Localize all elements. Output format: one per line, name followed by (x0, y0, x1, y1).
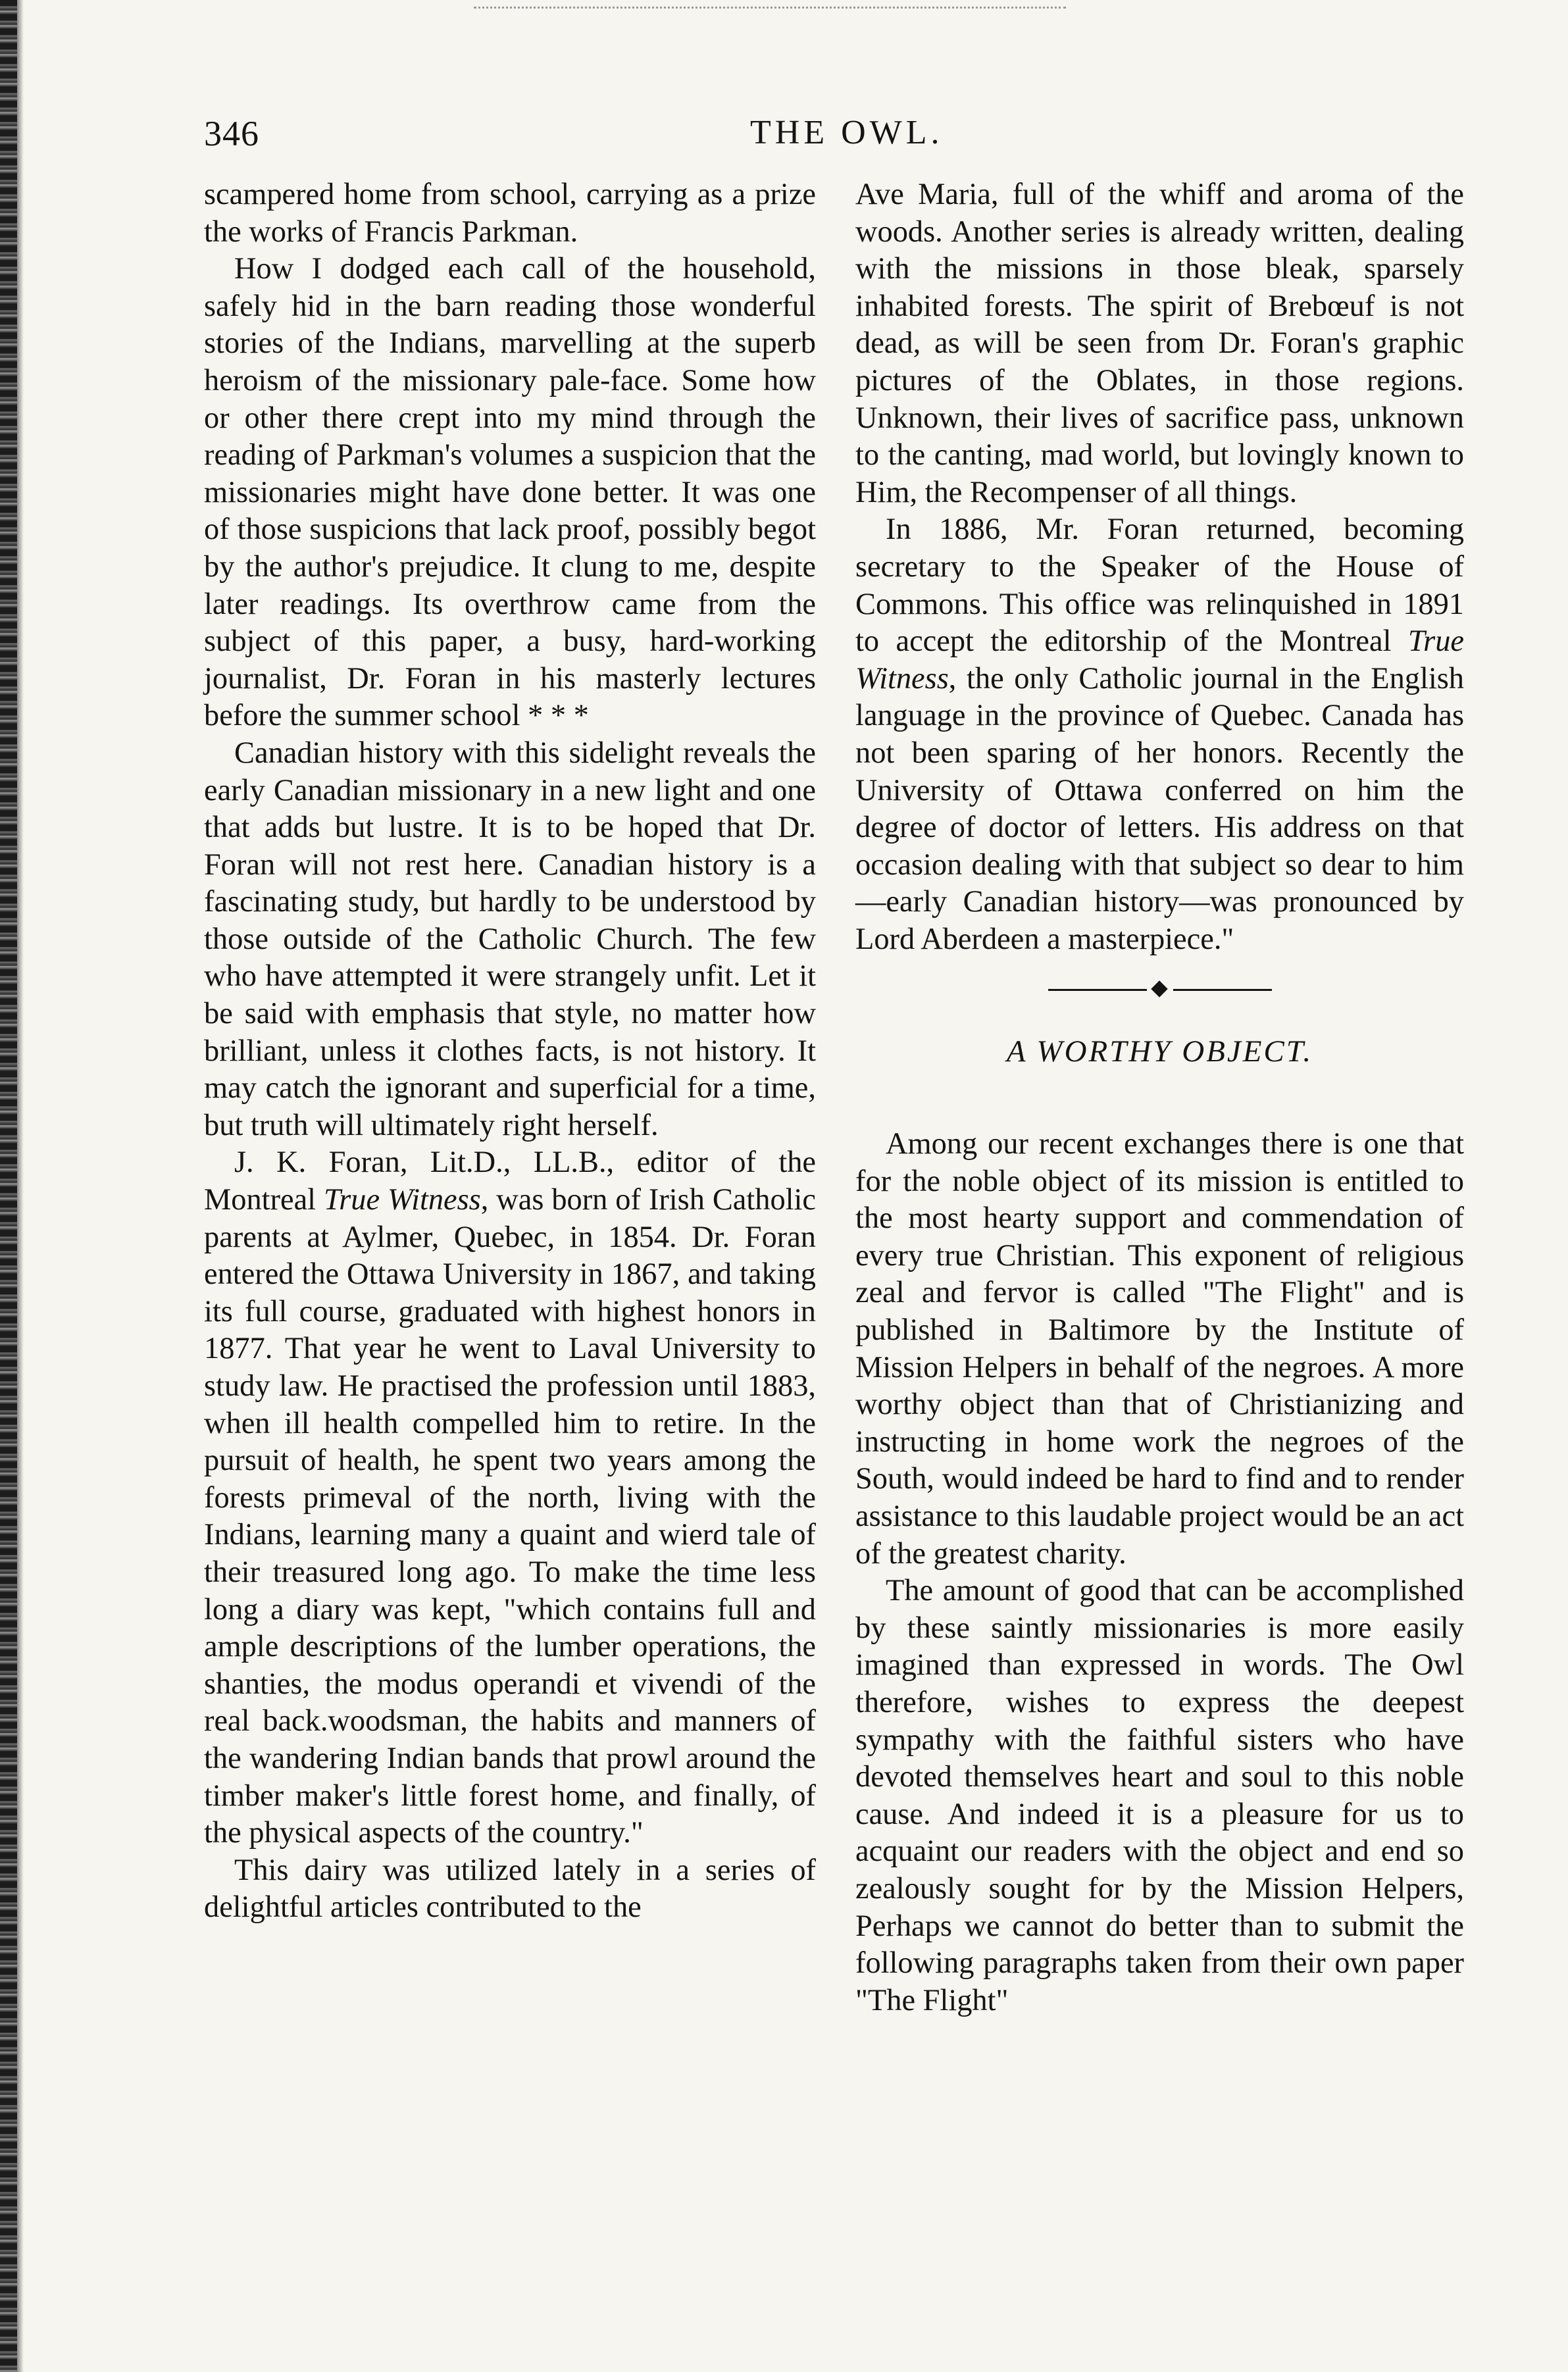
paragraph (204, 1144, 816, 1852)
italic-title: True Witness (323, 1183, 481, 1217)
right-column-bottom-article (855, 1126, 1464, 2019)
paragraph-text: scampered home from school, carrying as a prize the works of Francis Parkman. (204, 178, 816, 249)
paragraph (855, 1573, 1464, 2019)
paragraph (204, 251, 816, 735)
page-binding-edge (0, 0, 17, 2372)
top-dotted-rule (474, 7, 1066, 9)
italic-title: True Witness (855, 624, 1464, 695)
page-number: 346 (204, 114, 259, 153)
paragraph-text: In 1886, Mr. Foran returned, becoming secretary to the Speaker of the House of Commons. This office was relinquished in 1891 to accept the editorship of the Montreal (855, 513, 1464, 659)
divider-line-right (1173, 989, 1272, 991)
paragraph (855, 1126, 1464, 1573)
section-title: A WORTHY OBJECT. (1006, 1034, 1313, 1069)
right-column-top-article (855, 176, 1464, 958)
paragraph-text: How I dodged each call of the household, safely hid in the barn reading those wonderful stories of the Indians, marvelling at the superb heroism of the missionary pale-face. Some how or other there crept into my mind through the reading of Parkman's volumes a suspicion that the missionaries might have done better. It was one of those suspicions that lack proof, possibly begot by the author's prejudice. It clung to me, despite later readings. Its overthrow came from the subject of this paper, a busy, hard-working journalist, Dr. Foran in his masterly lectures before the summer school * * * (204, 252, 816, 733)
paragraph (204, 1852, 816, 1927)
page-header (204, 113, 1454, 172)
paragraph-text: Canadian history with this sidelight reveals the early Canadian missionary in a new light and one that adds but lustre. It is to be hoped that Dr. Foran will not rest here. Canadian history is a fascinating study, but hardly to be understood by those outside of the Catholic Church. The few who have attempted it were strangely unfit. Let it be said with emphasis that style, no matter how brilliant, unless it clothes facts, is not history. It may catch the ignorant and superficial for a time, but truth will ultimately right herself. (204, 736, 816, 1142)
divider-diamond-icon (1151, 981, 1167, 997)
paragraph (855, 511, 1464, 958)
left-column (204, 176, 816, 1927)
paragraph-text: This dairy was utilized lately in a series of delightful articles contributed to the (204, 1853, 816, 1925)
section-divider (1048, 976, 1272, 1003)
paragraph-text: J. K. Foran, Lit.D., LL.B., editor of the Montreal (204, 1146, 816, 1217)
paragraph-text: Ave Maria, full of the whiff and aroma of the woods. Another series is already written, dealing with the missions in those bleak, sparsely inhabited forests. The spirit of Brebœuf is not dead, as will be seen from Dr. Foran's graphic pictures of the Oblates, in those regions. Unknown, their lives of sacrifice pass, unknown to the canting, mad world, but lovingly known to Him, the Recompenser of all things. (855, 178, 1464, 509)
right-column (855, 176, 1464, 2019)
paragraph (204, 735, 816, 1145)
paragraph (204, 176, 816, 251)
binding-shadow (17, 0, 24, 2372)
paragraph-text: , the only Catholic journal in the English language in the province of Quebec. Canada has not been sparing of her honors. Recently the University of Ottawa conferred on him the degree of doctor of letters. His address on that occasion dealing with that subject so dear to him—early Canadian history—was pronounced by Lord Aberdeen a masterpiece." (855, 661, 1464, 956)
paragraph (855, 176, 1464, 511)
running-title: THE OWL. (750, 114, 944, 151)
paragraph-text: Among our recent exchanges there is one that for the noble object of its mission is entitled to the most hearty support and commendation of every true Christian. This exponent of religious zeal and fervor is called "The Flight" and is published in Baltimore by the Institute of Mission Helpers in behalf of the negroes. A more worthy object than that of Christianizing and instructing in home work the negroes of the South, would indeed be hard to find and to render assistance to this laudable project would be an act of the greatest charity. (855, 1127, 1464, 1571)
paragraph-text: The amount of good that can be accomplished by these saintly missionaries is more easily imagined than expressed in words. The Owl therefore, wishes to express the deepest sympathy with the faithful sisters who have devoted themselves heart and soul to this noble cause. And indeed it is a pleasure for us to acquaint our readers with the object and end so zealously sought for by the Mission Helpers, Perhaps we cannot do better than to submit the following paragraphs taken from their own paper "The Flight" (855, 1574, 1464, 2017)
paragraph-text: , was born of Irish Catholic parents at Aylmer, Quebec, in 1854. Dr. Foran entered the Ottawa University in 1867, and taking its full course, graduated with highest honors in 1877. That year he went to Laval University to study law. He practised the profession until 1883, when ill health compelled him to retire. In the pursuit of health, he spent two years among the forests primeval of the north, living with the Indians, learning many a quaint and wierd tale of their treasured long ago. To make the time less long a diary was kept, "which contains full and ample descriptions of the lumber operations, the shanties, the modus operandi et vivendi of the real back.woodsman, the habits and manners of the wandering Indian bands that prowl around the timber maker's little forest home, and finally, of the physical aspects of the country." (204, 1183, 817, 1850)
divider-line-left (1048, 989, 1147, 991)
